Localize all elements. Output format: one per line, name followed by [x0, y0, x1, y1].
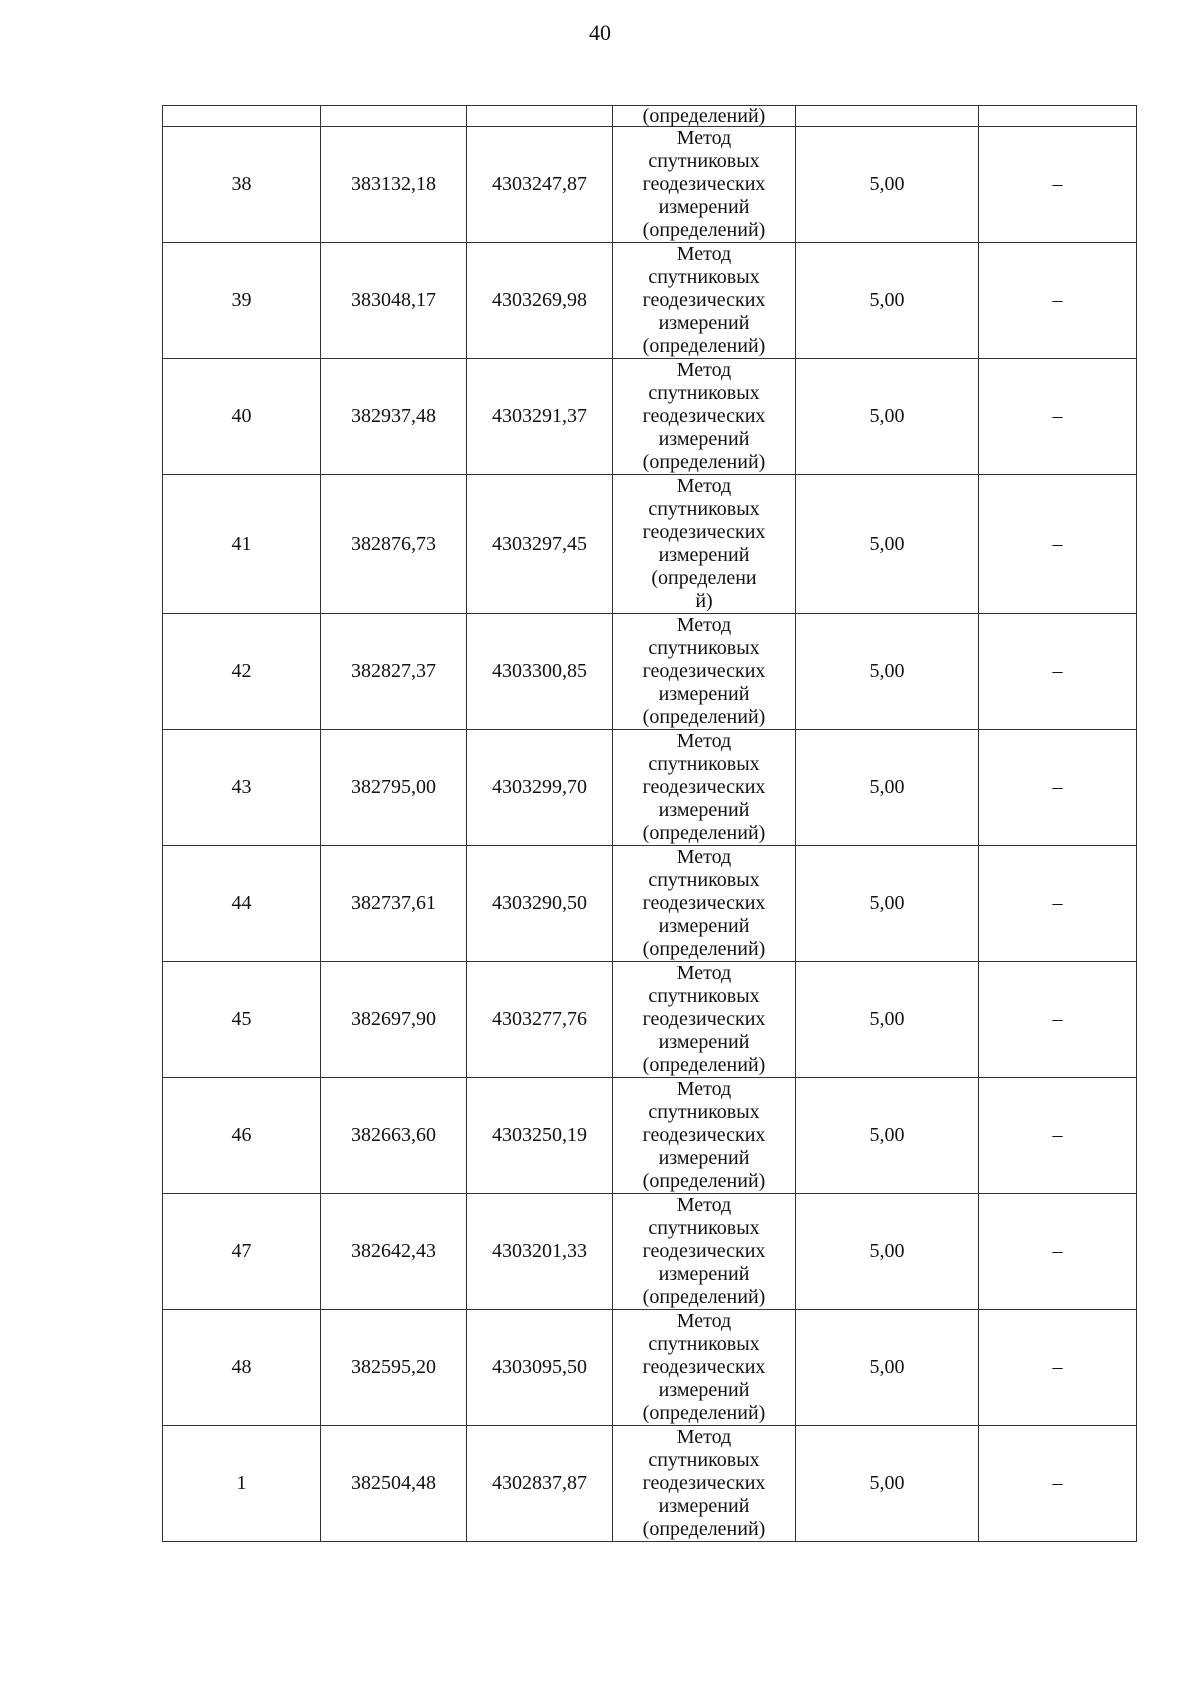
x-coordinate-cell: 382737,61: [321, 846, 467, 962]
point-cell: 45: [163, 962, 321, 1078]
y-coordinate-cell: 4303297,45: [467, 475, 613, 614]
method-line: Метод: [676, 1426, 732, 1448]
method-line: измерений: [658, 312, 750, 334]
accuracy-cell: 5,00: [796, 846, 979, 962]
method-line: Метод: [676, 1194, 732, 1216]
method-line: спутниковых: [648, 1449, 760, 1471]
method-line: измерений: [658, 1031, 750, 1053]
point-cell: 43: [163, 730, 321, 846]
note-cell: –: [979, 1310, 1137, 1426]
method-line: измерений: [658, 1147, 750, 1169]
coordinates-table: [162, 105, 1137, 1542]
method-cell: [613, 962, 796, 1078]
method-line: геодезических: [642, 521, 766, 543]
method-line: спутниковых: [648, 753, 760, 775]
method-line: измерений: [658, 428, 750, 450]
method-line: геодезических: [642, 405, 766, 427]
table-row-continued: [163, 106, 1137, 127]
accuracy-cell: 5,00: [796, 243, 979, 359]
method-line: спутниковых: [648, 985, 760, 1007]
note-cell: –: [979, 962, 1137, 1078]
method-line: (определений): [642, 1170, 766, 1192]
method-cell: [613, 1426, 796, 1542]
method-line: (определени: [651, 567, 757, 589]
point-cell: 41: [163, 475, 321, 614]
table-row: [163, 962, 1137, 1078]
y-coordinate-cell: 4303299,70: [467, 730, 613, 846]
x-coordinate-cell: 382795,00: [321, 730, 467, 846]
point-cell: 1: [163, 1426, 321, 1542]
note-cell: –: [979, 730, 1137, 846]
y-coordinate-cell: 4303290,50: [467, 846, 613, 962]
x-coordinate-cell: 382937,48: [321, 359, 467, 475]
method-line: Метод: [676, 962, 732, 984]
method-line: (определений): [642, 706, 766, 728]
method-cell: [613, 1310, 796, 1426]
point-cell: 44: [163, 846, 321, 962]
note-cell: –: [979, 127, 1137, 243]
table-row: [163, 243, 1137, 359]
method-line: геодезических: [642, 173, 766, 195]
method-line: спутниковых: [648, 869, 760, 891]
method-line: Метод: [676, 730, 732, 752]
note-cell: –: [979, 475, 1137, 614]
table-row: [163, 1194, 1137, 1310]
x-coordinate-cell: 382504,48: [321, 1426, 467, 1542]
accuracy-cell: 5,00: [796, 614, 979, 730]
method-line: Метод: [676, 127, 732, 149]
method-line: й): [695, 590, 713, 612]
point-cell: 46: [163, 1078, 321, 1194]
method-line: спутниковых: [648, 637, 760, 659]
method-line: измерений: [658, 683, 750, 705]
point-cell: 39: [163, 243, 321, 359]
accuracy-cell: 5,00: [796, 475, 979, 614]
method-line: геодезических: [642, 1472, 766, 1494]
method-line: измерений: [658, 1379, 750, 1401]
method-cell: [613, 127, 796, 243]
table-row: [163, 475, 1137, 614]
accuracy-cell: 5,00: [796, 127, 979, 243]
accuracy-cell: 5,00: [796, 359, 979, 475]
x-coordinate-cell: 382663,60: [321, 1078, 467, 1194]
method-line: Метод: [676, 614, 732, 636]
x-coordinate-cell: 383048,17: [321, 243, 467, 359]
x-coordinate-cell: 382595,20: [321, 1310, 467, 1426]
method-line: (определений): [642, 938, 766, 960]
method-line: измерений: [658, 799, 750, 821]
method-line: Метод: [676, 359, 732, 381]
method-line: измерений: [658, 1263, 750, 1285]
accuracy-cell: [796, 106, 979, 127]
point-cell: 40: [163, 359, 321, 475]
method-line: (определений): [642, 335, 766, 357]
method-cell: [613, 359, 796, 475]
method-line: Метод: [676, 1310, 732, 1332]
method-line: спутниковых: [648, 266, 760, 288]
method-line: (определений): [642, 219, 766, 241]
method-line: геодезических: [642, 892, 766, 914]
method-line: геодезических: [642, 1240, 766, 1262]
method-line: (определений): [642, 1286, 766, 1308]
y-coordinate-cell: 4303269,98: [467, 243, 613, 359]
y-coordinate-cell: 4303247,87: [467, 127, 613, 243]
method-line: геодезических: [642, 289, 766, 311]
note-cell: [979, 106, 1137, 127]
table-row: [163, 1078, 1137, 1194]
method-line: геодезических: [642, 1356, 766, 1378]
method-cell: [613, 1078, 796, 1194]
method-line: Метод: [676, 243, 732, 265]
method-line: геодезических: [642, 1008, 766, 1030]
page-number: 40: [589, 20, 611, 45]
point-cell: 47: [163, 1194, 321, 1310]
table-row: [163, 846, 1137, 962]
note-cell: –: [979, 1078, 1137, 1194]
method-line: измерений: [658, 1495, 750, 1517]
point-cell: 38: [163, 127, 321, 243]
method-line: (определений): [642, 822, 766, 844]
method-line: Метод: [676, 846, 732, 868]
method-cell: [613, 846, 796, 962]
y-coordinate-cell: 4303201,33: [467, 1194, 613, 1310]
y-coordinate-cell: 4303300,85: [467, 614, 613, 730]
method-line: спутниковых: [648, 382, 760, 404]
method-line: Метод: [676, 475, 732, 497]
method-line: спутниковых: [648, 150, 760, 172]
method-line: измерений: [658, 544, 750, 566]
point-cell: [163, 106, 321, 127]
method-line: измерений: [658, 915, 750, 937]
method-line: спутниковых: [648, 1333, 760, 1355]
note-cell: –: [979, 846, 1137, 962]
point-cell: 48: [163, 1310, 321, 1426]
method-cell: [613, 243, 796, 359]
accuracy-cell: 5,00: [796, 730, 979, 846]
method-line: (определений): [642, 1402, 766, 1424]
x-cell: [321, 106, 467, 127]
method-line: измерений: [658, 196, 750, 218]
note-cell: –: [979, 1426, 1137, 1542]
table-row: [163, 359, 1137, 475]
y-coordinate-cell: 4303277,76: [467, 962, 613, 1078]
accuracy-cell: 5,00: [796, 962, 979, 1078]
method-cell: [613, 1194, 796, 1310]
method-line: геодезических: [642, 1124, 766, 1146]
coordinates-table-body: [163, 106, 1137, 1542]
x-coordinate-cell: 382642,43: [321, 1194, 467, 1310]
table-row: [163, 614, 1137, 730]
note-cell: –: [979, 614, 1137, 730]
method-cell: [613, 614, 796, 730]
accuracy-cell: 5,00: [796, 1310, 979, 1426]
method-line: спутниковых: [648, 498, 760, 520]
table-row: [163, 730, 1137, 846]
note-cell: –: [979, 243, 1137, 359]
method-line: геодезических: [642, 776, 766, 798]
method-line: Метод: [676, 1078, 732, 1100]
y-coordinate-cell: 4303291,37: [467, 359, 613, 475]
accuracy-cell: 5,00: [796, 1078, 979, 1194]
x-coordinate-cell: 382876,73: [321, 475, 467, 614]
method-line: спутниковых: [648, 1101, 760, 1123]
method-line: (определений): [642, 451, 766, 473]
x-coordinate-cell: 382827,37: [321, 614, 467, 730]
table-row: [163, 127, 1137, 243]
method-cell: [613, 475, 796, 614]
accuracy-cell: 5,00: [796, 1194, 979, 1310]
method-line: спутниковых: [648, 1217, 760, 1239]
x-coordinate-cell: 383132,18: [321, 127, 467, 243]
note-cell: –: [979, 359, 1137, 475]
accuracy-cell: 5,00: [796, 1426, 979, 1542]
method-line: (определений): [642, 1054, 766, 1076]
method-line: (определений): [642, 1518, 766, 1540]
method-cell: [613, 730, 796, 846]
point-cell: 42: [163, 614, 321, 730]
y-coordinate-cell: 4303250,19: [467, 1078, 613, 1194]
table-row: [163, 1426, 1137, 1542]
method-line: геодезических: [642, 660, 766, 682]
method-cell: (определений): [613, 106, 796, 127]
y-coordinate-cell: 4302837,87: [467, 1426, 613, 1542]
table-row: [163, 1310, 1137, 1426]
note-cell: –: [979, 1194, 1137, 1310]
x-coordinate-cell: 382697,90: [321, 962, 467, 1078]
y-cell: [467, 106, 613, 127]
y-coordinate-cell: 4303095,50: [467, 1310, 613, 1426]
